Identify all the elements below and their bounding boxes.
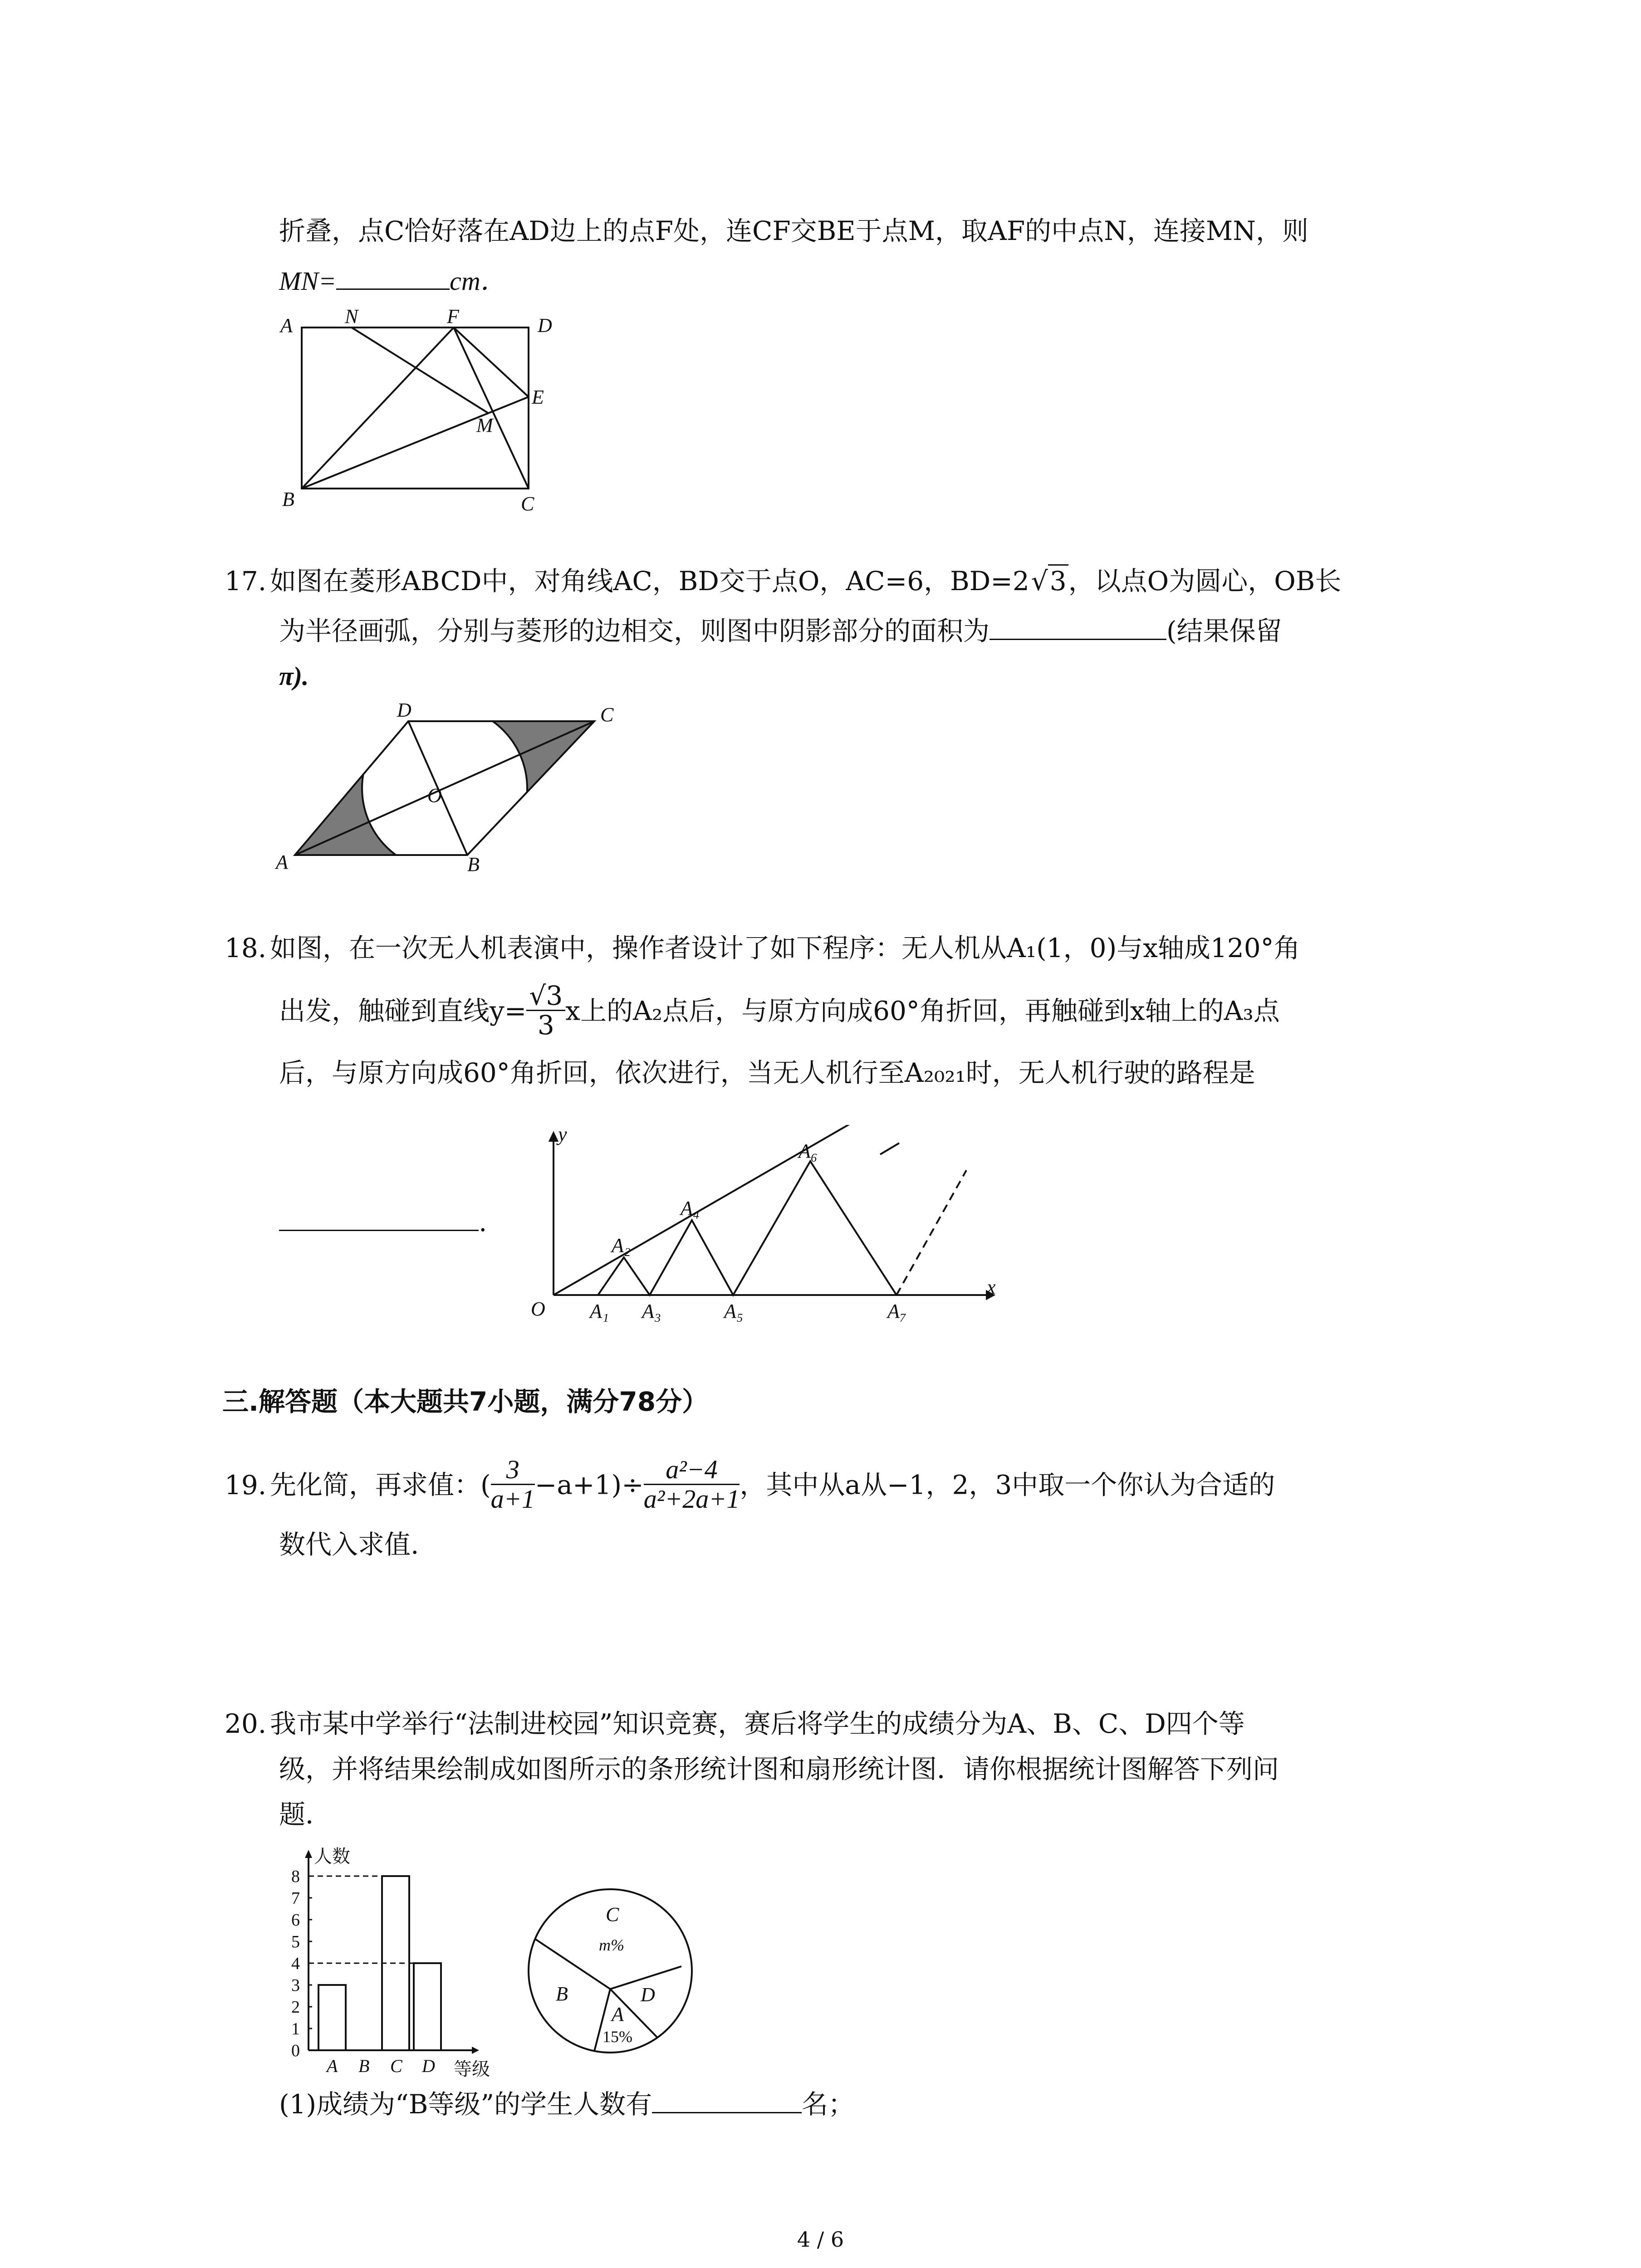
q17-label-C: C: [600, 704, 614, 726]
bar-y-arrow: [305, 1850, 312, 1858]
bar-y-tick-label: 7: [291, 1889, 300, 1908]
q18-fraction: [526, 982, 565, 1039]
q17-label-D: D: [397, 699, 411, 721]
bar-category-label-A: A: [327, 2056, 338, 2076]
q16-label-D: D: [538, 314, 552, 337]
q17-text-line3: π).: [279, 661, 309, 691]
q18-line2-b: x上的A₂点后，与原方向成60°角折回，再触碰到x轴上的A₃点: [565, 995, 1280, 1026]
pie-text-C: m%: [599, 1936, 624, 1954]
q18-label-x: x: [987, 1276, 996, 1298]
q17-text-line1: [225, 565, 1341, 597]
q18-label-A1: A₁: [590, 1300, 609, 1322]
q18-number: 18.: [225, 933, 267, 963]
q16-label-B: B: [282, 488, 294, 510]
q18-text-line4: [279, 1204, 487, 1238]
q17-text-line2: [279, 613, 1282, 647]
pie-label-B: B: [556, 1983, 568, 2005]
q17-label-A: A: [276, 851, 288, 873]
q17-line1-a: 如图在菱形ABCD中，对角线AC，BD交于点O，AC=6，BD=2: [270, 566, 1029, 596]
q18-drone-figure: [513, 1125, 1003, 1338]
q18-label-A7: A₇: [887, 1300, 907, 1322]
bar-y-axis-label: 人数: [314, 1846, 350, 1867]
q20-bar-chart: [272, 1842, 526, 2096]
q16-label-F: F: [447, 305, 459, 327]
q19-line1-b: −a+1)÷: [534, 1469, 644, 1501]
bar-category-label-C: C: [390, 2056, 402, 2076]
bar-category-label-B: B: [358, 2056, 370, 2076]
pie-text-A: 15%: [603, 2028, 632, 2046]
page-number: 4 / 6: [797, 2227, 844, 2252]
q17-label-O: O: [427, 784, 442, 807]
q16-mn-prefix: MN=: [279, 266, 337, 296]
pie-label-A: A: [612, 2003, 624, 2025]
q20-text-line2: 级，并将结果绘制成如图所示的条形统计图和扇形统计图．请你根据统计图解答下列问: [279, 1754, 1279, 1784]
q17-number: 17.: [225, 566, 267, 596]
q18-label-A4: A₄: [681, 1197, 700, 1219]
q16-text-line2: [279, 263, 507, 297]
bar-y-tick-label: 5: [291, 1932, 300, 1951]
q20-line1: 我市某中学举行“法制进校园”知识竞赛，赛后将学生的成绩分为A、B、C、D四个等: [270, 1708, 1245, 1739]
q20-sub1-a: (1)成绩为“B等级”的学生人数有: [279, 2089, 652, 2120]
bar-y-tick-label: 6: [291, 1911, 300, 1930]
q18-line2-a: 出发，触碰到直线y=: [279, 995, 527, 1026]
bar-y-tick-label: 8: [291, 1867, 300, 1886]
q20-pie-chart: [522, 1882, 699, 2059]
q17-label-B: B: [467, 853, 480, 875]
q18-period: .: [479, 1207, 487, 1237]
bar-y-tick-label: 3: [291, 1976, 300, 1995]
q20-number: 20.: [225, 1708, 267, 1739]
bar-y-tick-label: 4: [291, 1954, 300, 1973]
q16-label-M: M: [476, 414, 493, 436]
q16-unit: cm．: [450, 266, 507, 296]
pie-label-C: C: [606, 1903, 619, 1926]
q16-answer-blank[interactable]: [336, 263, 450, 290]
bar-y-tick-label: 0: [291, 2041, 300, 2060]
q18-text-line2: [279, 980, 1280, 1042]
bar-category-label-D: D: [422, 2056, 435, 2076]
q19-text-line2: 数代入求值.: [279, 1529, 419, 1560]
q16-label-A: A: [280, 314, 293, 337]
q19-f1-num: 3: [491, 1456, 535, 1485]
bar-y-tick-label: 1: [291, 2019, 300, 2038]
bar-y-tick-label: 2: [291, 1998, 300, 2017]
q18-label-A5: A₅: [724, 1300, 744, 1322]
section3-title: 三.解答题（本大题共7小题，满分78分）: [222, 1386, 709, 1417]
q19-text-line1: [225, 1455, 1275, 1516]
q16-label-N: N: [345, 305, 358, 327]
q19-line1-a: 先化简，再求值：(: [270, 1469, 491, 1501]
bar-x-arrow: [472, 2047, 479, 2054]
q18-text-line1: [225, 932, 1300, 964]
q17-line1-b: ，以点O为圆心，OB长: [1068, 566, 1342, 596]
q18-line1: 如图，在一次无人机表演中，操作者设计了如下程序：无人机从A₁(1，0)与x轴成120°角: [270, 933, 1300, 963]
q19-line1-c: ，其中从a从−1，2，3中取一个你认为合适的: [740, 1469, 1275, 1501]
q20-sub1-answer-blank[interactable]: [652, 2087, 802, 2113]
q19-fraction-1: [491, 1456, 535, 1513]
q17-sqrt: √3: [1031, 565, 1068, 597]
q19-f2-den: a²+2a+1: [643, 1484, 740, 1514]
q17-line2-a: 为半径画弧，分别与菱形的边相交，则图中阴影部分的面积为: [279, 616, 990, 646]
q19-f1-den: a+1: [490, 1484, 535, 1514]
q20-sub1-b: 名；: [802, 2089, 855, 2120]
q17-rhombus-figure: [268, 699, 622, 875]
q18-label-y: y: [558, 1125, 567, 1145]
q16-label-E: E: [532, 386, 544, 408]
q18-label-O: O: [531, 1298, 545, 1320]
bar-x-axis-label: 等级: [454, 2059, 490, 2079]
q18-label-A3: A₃: [642, 1300, 661, 1322]
q19-fraction-2: [644, 1456, 740, 1513]
q17-sqrt-value: 3: [1048, 564, 1068, 596]
q17-answer-blank[interactable]: [989, 613, 1166, 640]
q18-answer-blank[interactable]: [279, 1204, 479, 1231]
bar-A: [318, 1985, 346, 2050]
pie-label-D: D: [641, 1984, 655, 2006]
q19-f2-num: a²−4: [644, 1456, 740, 1485]
q18-text-line3: 后，与原方向成60°角折回，依次进行，当无人机行至A₂₀₂₁时，无人机行驶的路程是: [279, 1057, 1255, 1088]
q18-label-A2: A₂: [612, 1234, 631, 1256]
q16-text-line1: 折叠，点C恰好落在AD边上的点F处，连CF交BE于点M，取AF的中点N，连接MN，则: [279, 215, 1308, 246]
q16-label-C: C: [521, 493, 534, 515]
q18-frac-den: 3: [537, 1010, 554, 1041]
q19-number: 19.: [225, 1469, 267, 1501]
q17-line2-b: (结果保留: [1166, 616, 1282, 646]
bar-D: [414, 1963, 441, 2050]
q18-frac-num: √3: [526, 982, 565, 1011]
q16-rectangle-figure: [272, 299, 563, 517]
q20-sub1: [279, 2087, 854, 2120]
q20-text-line3: 题．: [279, 1799, 332, 1830]
q20-text-line1: [225, 1708, 1245, 1740]
q18-label-A6: A₆: [798, 1140, 818, 1162]
